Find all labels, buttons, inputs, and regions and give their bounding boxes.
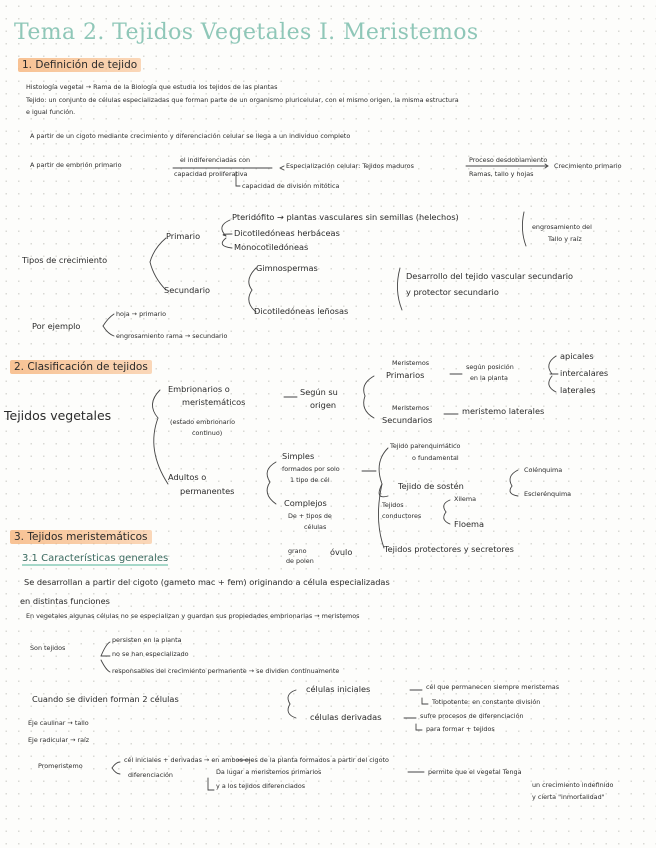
tejido-sosten: Tejido de sostén [398, 481, 464, 491]
secundario-item-1: Gimnospermas [256, 263, 318, 273]
flow-sub: capacidad de división mitótica [242, 182, 340, 190]
complejos-3: células [304, 523, 327, 531]
s1-line-4: A partir de un cigoto mediante crecimiento y diferenciación celular se llega a un individuo completo [30, 132, 351, 140]
flow-mid: Especialización celular: Tejidos maduros [286, 162, 414, 170]
s1-line-2: Tejido: un conjunto de células especializadas que forman parte de un organismo pluricelular, con el mismo origen, la misma estructura [26, 96, 459, 104]
flow-bottom-2: Ramas, tallo y hojas [469, 170, 534, 178]
xilema: Xilema [454, 495, 477, 503]
grano-1: grano [288, 547, 307, 555]
iniciales-1: cél que permanecen siempre meristemas [426, 683, 560, 691]
colenquima: Colénquima [524, 466, 563, 474]
secundario-item-2: Dicotiledóneas leñosas [254, 306, 349, 316]
celulas-iniciales: células iniciales [306, 684, 371, 694]
primario-item-1: Pteridófito → plantas vasculares sin semillas (helechos) [232, 212, 459, 222]
meristemos-secundarios-top: Meristemos [392, 404, 430, 412]
eje-radicular: Eje radicular → raíz [28, 736, 90, 744]
por-ejemplo: Por ejemplo [32, 321, 81, 331]
parenquimatico-1: Tejido parenquimático [390, 442, 461, 450]
secundario-note-1: Desarrollo del tejido vascular secundario [406, 271, 574, 281]
segun-origen-2: origen [310, 400, 337, 410]
primario-label: Primario [166, 231, 201, 241]
page-title: Tema 2. Tejidos Vegetales I. Meristemos [14, 20, 479, 45]
eje-caulinar: Eje caulinar → tallo [28, 719, 89, 727]
flow-end: Crecimiento primario [554, 162, 622, 170]
s1-line-1: Histología vegetal → Rama de la Biología que estudia los tejidos de las plantas [26, 83, 278, 91]
conductores-1: Tejidos [382, 501, 404, 509]
tejidos-vegetales: Tejidos vegetales [4, 408, 112, 423]
intercalares: intercalares [560, 368, 609, 378]
section-2-heading: 2. Clasificación de tejidos [10, 360, 152, 374]
secundarios-label: Secundarios [382, 415, 433, 425]
promeristemo-2: Da lugar a meristemos primarios [216, 768, 322, 776]
section-3-1-heading: 3.1 Características generales [22, 553, 169, 564]
embrionarios-1: Embrionarios o [168, 384, 230, 394]
adultos-1: Adultos o [168, 472, 207, 482]
s3-line-1: Se desarrollan a partir del cigoto (gameto mac + fem) originando a célula especializadas [24, 577, 390, 587]
ejemplo-2: engrosamiento rama → secundario [116, 332, 228, 340]
laterales: laterales [560, 385, 596, 395]
apicales: apicales [560, 351, 594, 361]
son-tejidos: Son tejidos [30, 644, 66, 652]
embrionarios-4: continuo) [192, 429, 223, 437]
s1-line-3: e igual función. [26, 108, 76, 116]
conductores-2: conductores [382, 512, 422, 520]
complejos-2: De + tipos de [288, 512, 332, 520]
permite-2: un crecimiento indefinido [532, 781, 614, 789]
floema: Floema [454, 519, 485, 529]
promeristemo-1: cél iniciales + derivadas → en ambos ejes de la planta formados a partir del cigoto [124, 756, 389, 764]
son-item-3: responsables del crecimiento permanente → se dividen continuamente [112, 667, 340, 675]
permite-1: permite que el vegetal Tenga [428, 768, 522, 776]
meristemo-laterales: meristemo laterales [462, 406, 545, 416]
secundario-label: Secundario [164, 285, 210, 295]
permite-3: y cierta "inmortalidad" [532, 793, 605, 801]
posicion-2: en la planta [470, 374, 508, 382]
section-1-heading: 1. Definición de tejido [18, 58, 141, 72]
grano-2: de polen [286, 557, 314, 565]
adultos-2: permanentes [180, 486, 235, 496]
flow-top: el indiferenciadas con [180, 156, 251, 164]
tipos-crecimiento: Tipos de crecimiento [22, 255, 108, 265]
diferenciacion: diferenciación [128, 771, 173, 779]
flow-start: A partir de embrión primario [30, 161, 122, 169]
simples-1: Simples [282, 451, 315, 461]
complejos-1: Complejos [284, 498, 327, 508]
flow-bottom: capacidad proliferativa [174, 170, 248, 178]
segun-origen-1: Según su [300, 387, 338, 397]
son-item-1: persisten en la planta [112, 636, 182, 644]
esclerenquima: Esclerénquima [524, 490, 572, 498]
simples-3: 1 tipo de cél [290, 476, 330, 484]
parenquimatico-2: o fundamental [412, 454, 459, 462]
celulas-derivadas: células derivadas [310, 712, 382, 722]
son-item-2: no se han especializado [112, 650, 189, 658]
flow-top-2: Proceso desdoblamiento [469, 156, 548, 164]
primario-note-2: Tallo y raíz [548, 235, 582, 243]
cuando-se-dividen: Cuando se dividen forman 2 células [32, 694, 179, 704]
iniciales-2: Totipotente: en constante división [432, 698, 541, 706]
promeristemo-3: y a los tejidos diferenciados [216, 782, 306, 790]
primario-note-1: engrosamiento del [532, 223, 592, 231]
primario-item-2: Dicotiledóneas herbáceas [234, 228, 340, 238]
secundario-note-2: y protector secundario [406, 287, 499, 297]
ejemplo-1: hoja → primario [116, 310, 166, 318]
ovulo: óvulo [330, 547, 353, 557]
embrionarios-3: (estado embrionario [170, 418, 235, 426]
section-3-heading: 3. Tejidos meristemáticos [10, 530, 152, 544]
derivadas-1: sufre procesos de diferenciación [420, 712, 524, 720]
s3-line-2: en distintas funciones [20, 596, 110, 606]
tejidos-protectores: Tejidos protectores y secretores [384, 544, 514, 554]
posicion-1: según posición [466, 363, 514, 371]
derivadas-2: para formar + tejidos [426, 725, 495, 733]
promeristemo: Promeristemo [38, 762, 83, 770]
meristemos-primarios-top: Meristemos [392, 359, 430, 367]
embrionarios-2: meristemáticos [182, 397, 246, 407]
primario-item-3: Monocotiledóneas [234, 242, 309, 252]
simples-2: formados por solo [282, 465, 340, 473]
s3-line-3: En vegetales algunas células no se especializan y guardan sus propiedades embrionarias → meristemos [26, 612, 360, 620]
primarios-label: Primarios [386, 370, 425, 380]
